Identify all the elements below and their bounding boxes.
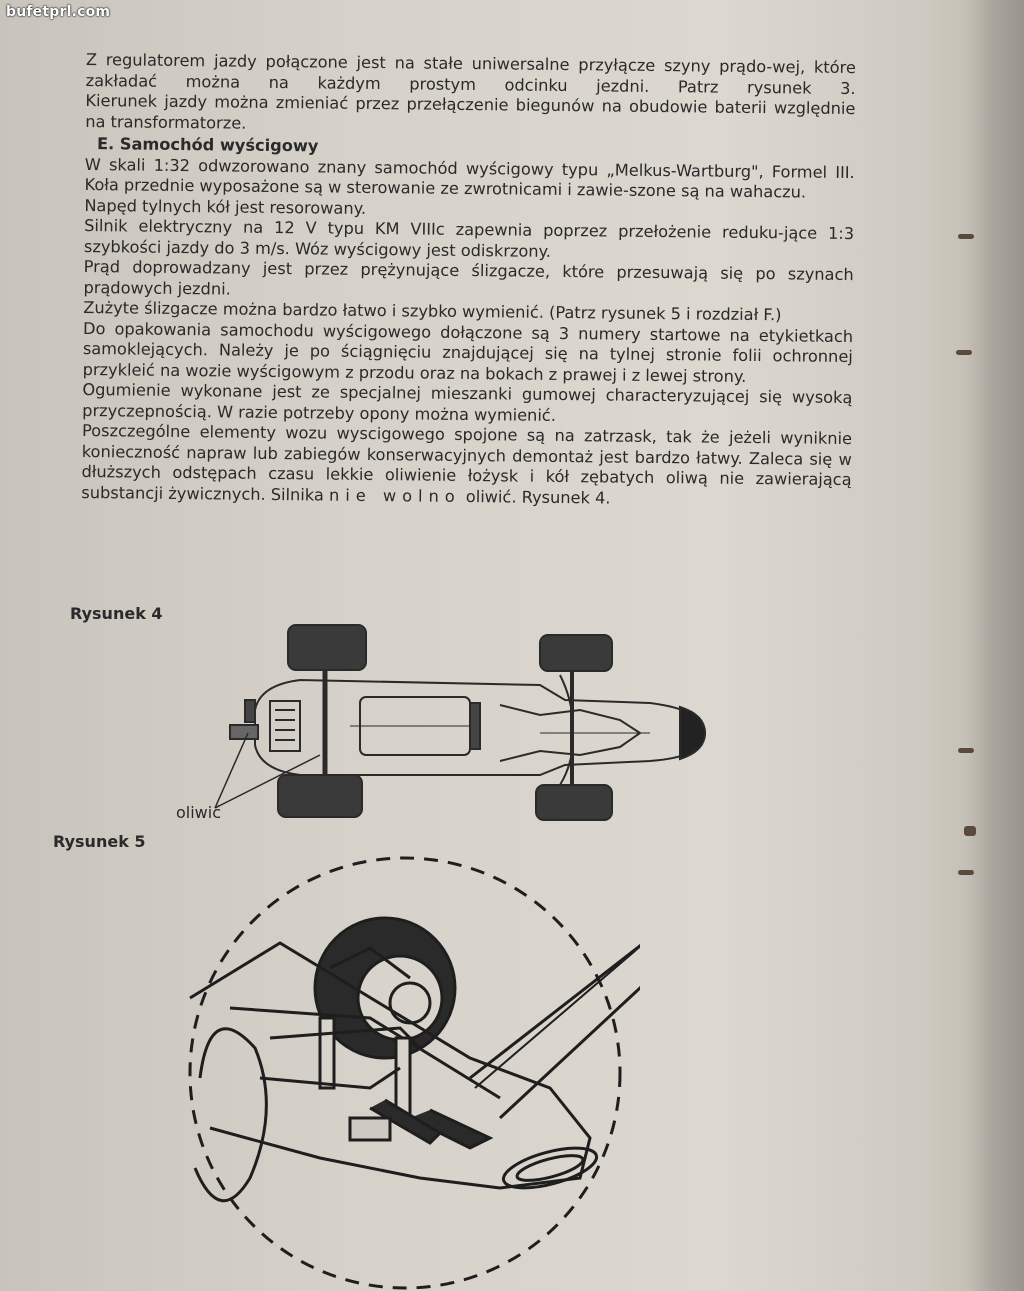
paragraph: Ogumienie wykonane jest ze specjalnej mieszanki gumowej characteryzującej się wysoką przyczepnością. W razie potrzeby opony można wymienić. <box>82 379 853 425</box>
figure-5-detail-diagram <box>170 848 640 1291</box>
paragraph: Do opakowania samochodu wyścigowego dołączone są 3 numery startowe na etykietkach samoklejących. Należy je po ściągnięciu znajdującej się na tylnej stronie folii ochronnej przykleić na wozie wyścigowym z przodu oraz na bokach z prawej i z lewej strony. <box>82 318 854 386</box>
figure-4-car-diagram <box>200 615 720 825</box>
body-text <box>81 50 856 511</box>
figure-4-callout: oliwić <box>176 803 222 822</box>
section-heading: E. Samochód wyścigowy <box>96 134 319 156</box>
staple-mark <box>964 826 976 836</box>
staple-mark <box>958 234 974 239</box>
paragraph: Silnik elektryczny na 12 V typu KM VIIIc zapewnia poprzez przełożenie reduku-jące 1:3 szybkości jazdy do 3 m/s. Wóz wyścigowy jest odiskrzony. <box>83 215 855 261</box>
figure-5-label: Rysunek 5 <box>53 832 146 851</box>
paragraph: Z regulatorem jazdy połączone jest na stałe uniwersalne przyłącze szyny prądo-wej, które zakładać można na każdym prostym odcinku jezdni. Patrz rysunek 3. <box>85 50 856 98</box>
staple-mark <box>956 350 972 355</box>
paragraph: W skali 1:32 odwzorowano znany samochód wyścigowy typu „Melkus-Wartburg", Formel III. Koła przednie wyposażone są w sterowanie ze zwrotnicami i zawie-szone są na wahaczu. <box>84 154 855 202</box>
paragraph: Kierunek jazdy można zmieniać przez przełączenie biegunów na obudowie baterii względnie na transformatorze. <box>85 90 856 133</box>
figure-4-label: Rysunek 4 <box>70 604 163 623</box>
paragraph-text: Poszczególne elementy wozu wyscigowego spojone są na zatrzask, tak że jeżeli wyniknie konieczność napraw lub zabiegów konserwacyjnych demontaż jest bardzo łatwy. Zaleca się w dłuższych odstępach czasu lekkie oliwienie łożysk i kół zębatych oliwą nie zawierającą substancji żywicznych. Silnika <box>81 420 853 505</box>
emphasis-text: nie wolno <box>328 485 461 506</box>
paragraph <box>81 421 852 511</box>
staple-mark <box>958 870 974 875</box>
paragraph-text: oliwić. Rysunek 4. <box>465 486 611 508</box>
paragraph: Prąd doprowadzany jest przez prężynujące ślizgacze, które przesuwają się po szynach prądowych jezdni. <box>83 256 854 299</box>
watermark: bufetprl.com <box>6 4 111 20</box>
paragraph: Zużyte ślizgacze można bardzo łatwo i szybko wymienić. (Patrz rysunek 5 i rozdział F.) <box>83 297 782 325</box>
staple-mark <box>958 748 974 753</box>
paragraph: Napęd tylnych kół jest resorowany. <box>84 195 367 218</box>
page-edge-shadow <box>966 0 1024 1291</box>
